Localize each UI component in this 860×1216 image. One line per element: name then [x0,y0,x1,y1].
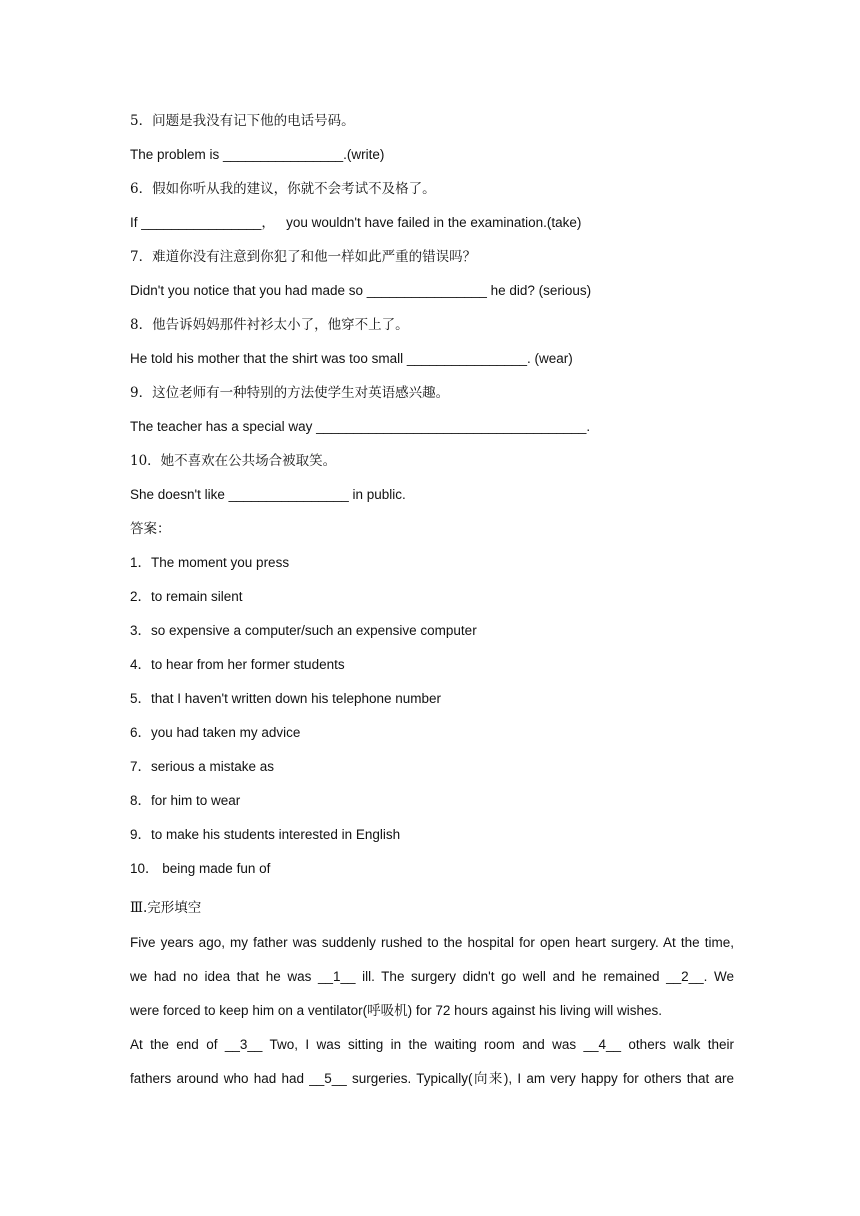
question-zh: 9．这位老师有一种特别的方法使学生对英语感兴趣。 [130,385,450,401]
question-zh: 6．假如你听从我的建议，你就不会考试不及格了。 [130,181,436,197]
passage-line: were forced to keep him on a ventilator(呼吸机) for 72 hours against his living will wishes. [130,1003,662,1018]
question-8 [130,308,734,376]
question-en: He told his mother that the shirt was too small ________________. (wear) [130,351,573,366]
question-en: She doesn't like ________________ in public. [130,487,406,502]
question-5 [130,104,734,172]
passage-line: Five years ago, my father was suddenly rushed to the hospital for open heart surgery. At the time, [130,935,734,950]
answer-item: 5．that I haven't written down his telephone number [130,691,442,706]
document-page [130,104,734,1096]
question-zh: 7．难道你没有注意到你犯了和他一样如此严重的错误吗？ [130,249,477,265]
passage-line: fathers around who had had __5__ surgeries. Typically(向来), I am very happy for others that are [130,1071,734,1086]
section-heading: Ⅲ.完形填空 [130,900,202,916]
cloze-passage [130,926,734,1096]
question-7 [130,240,734,308]
question-en: If ________________， you wouldn't have failed in the examination.(take) [130,215,582,230]
answer-item: 8．for him to wear [130,793,241,808]
question-en: The teacher has a special way ____________________________________. [130,419,591,434]
question-zh: 8．他告诉妈妈那件衬衫太小了，他穿不上了。 [130,317,409,333]
passage-line: we had no idea that he was __1__ ill. The surgery didn't go well and he remained __2__. We [130,969,734,984]
answers-label: 答案： [130,521,171,537]
question-10 [130,444,734,512]
answer-item: 3．so expensive a computer/such an expensive computer [130,623,477,638]
question-en: Didn't you notice that you had made so ________________ he did? (serious) [130,283,592,298]
passage-line: At the end of __3__ Two, I was sitting in the waiting room and was __4__ others walk their [130,1037,734,1052]
question-6 [130,172,734,240]
question-zh: 5．问题是我没有记下他的电话号码。 [130,113,355,129]
answer-item: 9．to make his students interested in English [130,827,401,842]
question-en: The problem is ________________.(write) [130,147,385,162]
answer-item: 6．you had taken my advice [130,725,301,740]
answer-item: 4．to hear from her former students [130,657,345,672]
answer-item: 10． being made fun of [130,861,271,876]
question-9 [130,376,734,444]
answer-item: 2．to remain silent [130,589,243,604]
answer-item: 1．The moment you press [130,555,290,570]
answer-item: 7．serious a mistake as [130,759,275,774]
question-zh: 10．她不喜欢在公共场合被取笑。 [130,453,337,469]
answer-list [130,546,734,886]
